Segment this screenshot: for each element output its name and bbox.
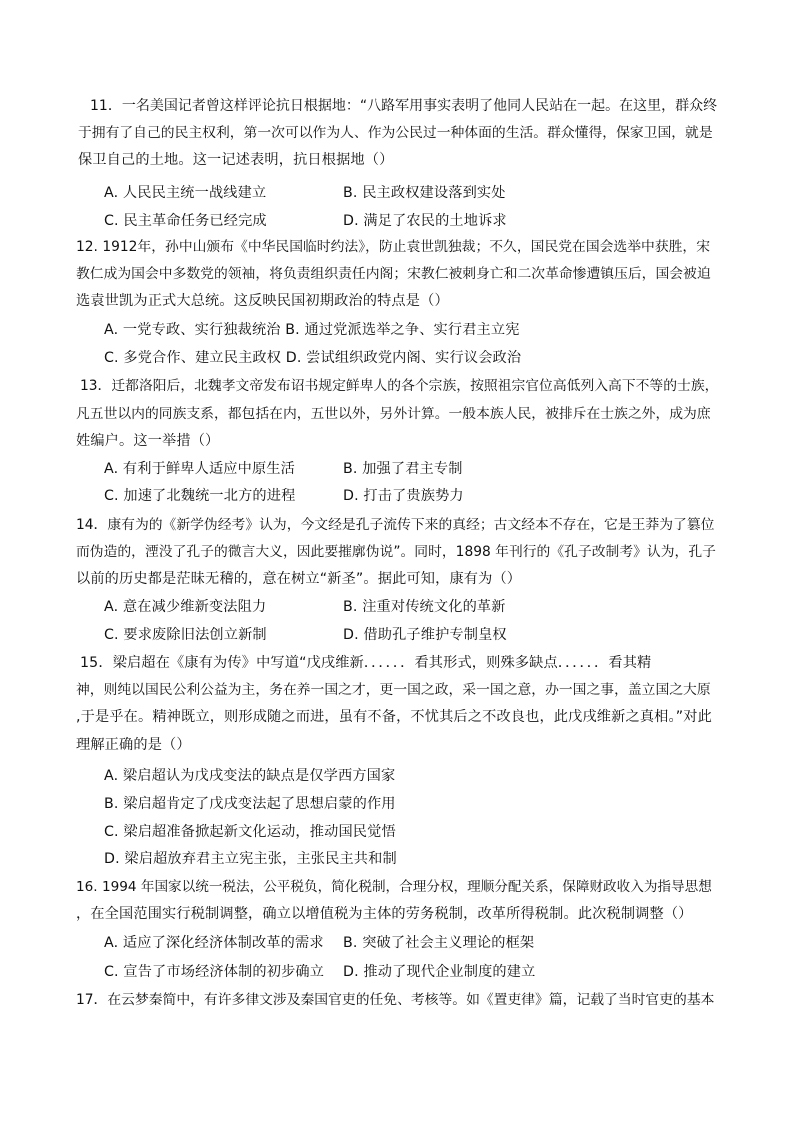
question-stem-line: ，在全国范围实行税制调整，确立以增值税为主体的劳务税制，改革所得税制。此次税制调整（） bbox=[76, 906, 693, 922]
question-stem-line: 神，则纯以国民公利公益为主，务在养一国之才，更一国之政，采一国之意，办一国之事，盖立国之大原 bbox=[76, 682, 711, 698]
option-d[interactable]: D. 打击了贵族势力 bbox=[343, 488, 464, 504]
question-stem-line: ,于是乎在。精神既立，则形成随之而进，虽有不备，不忧其后之不改良也，此戊戌维新之真相。”对此 bbox=[76, 709, 712, 725]
question-stem-line: 选袁世凯为正式大总统。这反映民国初期政治的特点是（） bbox=[76, 293, 449, 309]
question-stem-line: 凡五世以内的同族支系，都包括在内，五世以外，另外计算。一般本族人民，被排斥在士族之外，成为庶 bbox=[76, 406, 711, 422]
option-b[interactable]: B. 民主政权建设落到实处 bbox=[343, 185, 506, 201]
question-stem-line: 17．在云梦秦简中，有许多律文涉及秦国官吏的任免、考核等。如《置吏律》篇，记载了当时官吏的基本 bbox=[76, 992, 715, 1008]
question-stem-line: 12. 1912年，孙中山颁布《中华民国临时约法》，防止袁世凯独裁；不久，国民党在国会选举中获胜，宋 bbox=[76, 239, 711, 255]
option-b[interactable]: B. 突破了社会主义理论的框架 bbox=[343, 935, 535, 951]
question-stem-line: 以前的历史都是茫昧无稽的，意在树立“新圣”。据此可知，康有为（） bbox=[76, 571, 522, 587]
option-c[interactable]: C. 要求废除旧法创立新制 bbox=[104, 627, 267, 643]
option-row-ab[interactable]: A. 一党专政、实行独裁统治 B. 通过党派选举之争、实行君主立宪 bbox=[104, 322, 520, 338]
option-c[interactable]: C. 梁启超准备掀起新文化运动，推动国民觉悟 bbox=[104, 824, 396, 840]
question-stem-line: 而伪造的，湮没了孔子的微言大义，因此要摧廓伪说”。同时，1898 年刊行的《孔子改制考》认为，孔子 bbox=[76, 544, 716, 560]
question-stem-line: 16. 1994 年国家以统一税法，公平税负，简化税制，合理分权，理顺分配关系，保障财政收入为指导思想 bbox=[76, 879, 712, 895]
option-row-cd[interactable]: C. 多党合作、建立民主政权 D. 尝试组织政党内阁、实行议会政治 bbox=[104, 350, 522, 366]
option-c[interactable]: C. 加速了北魏统一北方的进程 bbox=[104, 488, 296, 504]
option-a[interactable]: A. 人民民主统一战线建立 bbox=[104, 185, 267, 201]
question-stem-line: 14．康有为的《新学伪经考》认为，今文经是孔子流传下来的真经；古文经本不存在，它是王莽为了篡位 bbox=[76, 517, 715, 533]
option-c[interactable]: C. 民主革命任务已经完成 bbox=[104, 213, 267, 229]
question-stem-line: 教仁成为国会中多数党的领袖，将负责组织责任内阁；宋教仁被刺身亡和二次革命惨遭镇压后，国会被迫 bbox=[76, 266, 711, 282]
option-d[interactable]: D. 借助孔子维护专制皇权 bbox=[343, 627, 507, 643]
option-a[interactable]: A. 有利于鲜卑人适应中原生活 bbox=[104, 461, 295, 477]
question-stem-line: 理解正确的是（） bbox=[76, 737, 191, 753]
option-b[interactable]: B. 加强了君主专制 bbox=[343, 461, 463, 477]
option-b[interactable]: B. 梁启超肯定了戊戌变法起了思想启蒙的作用 bbox=[104, 796, 396, 812]
question-stem-line: 15．梁启超在《康有为传》中写道“戊戌维新．．．．．．看其形式，则殊多缺点．．．．．．看其精 bbox=[80, 655, 652, 671]
option-c[interactable]: C. 宣告了市场经济体制的初步确立 bbox=[104, 964, 325, 980]
option-b[interactable]: B. 注重对传统文化的革新 bbox=[343, 599, 506, 615]
question-stem-line: 姓编户。这一举措（） bbox=[76, 433, 220, 449]
option-a[interactable]: A. 梁启超认为戊戌变法的缺点是仅学西方国家 bbox=[104, 768, 396, 784]
option-a[interactable]: A. 意在减少维新变法阻力 bbox=[104, 599, 267, 615]
option-a[interactable]: A. 适应了深化经济体制改革的需求 bbox=[104, 935, 324, 951]
option-d[interactable]: D. 梁启超放弃君主立宪主张，主张民主共和制 bbox=[104, 851, 397, 867]
option-d[interactable]: D. 满足了农民的土地诉求 bbox=[343, 213, 507, 229]
question-stem-line: 保卫自己的土地。这一记述表明，抗日根据地（） bbox=[78, 152, 394, 168]
question-stem-line: 13．迁都洛阳后，北魏孝文帝发布诏书规定鲜卑人的各个宗族，按照祖宗官位高低列入高下不等的士族， bbox=[80, 378, 719, 394]
question-stem-line: 11．一名美国记者曾这样评论抗日根据地：“八路军用事实表明了他同人民站在一起。在这里，群众终 bbox=[90, 98, 718, 114]
option-d[interactable]: D. 推动了现代企业制度的建立 bbox=[343, 964, 536, 980]
question-stem-line: 于拥有了自己的民主权利，第一次可以作为人、作为公民过一种体面的生活。群众懂得，保家卫国，就是 bbox=[78, 125, 713, 141]
